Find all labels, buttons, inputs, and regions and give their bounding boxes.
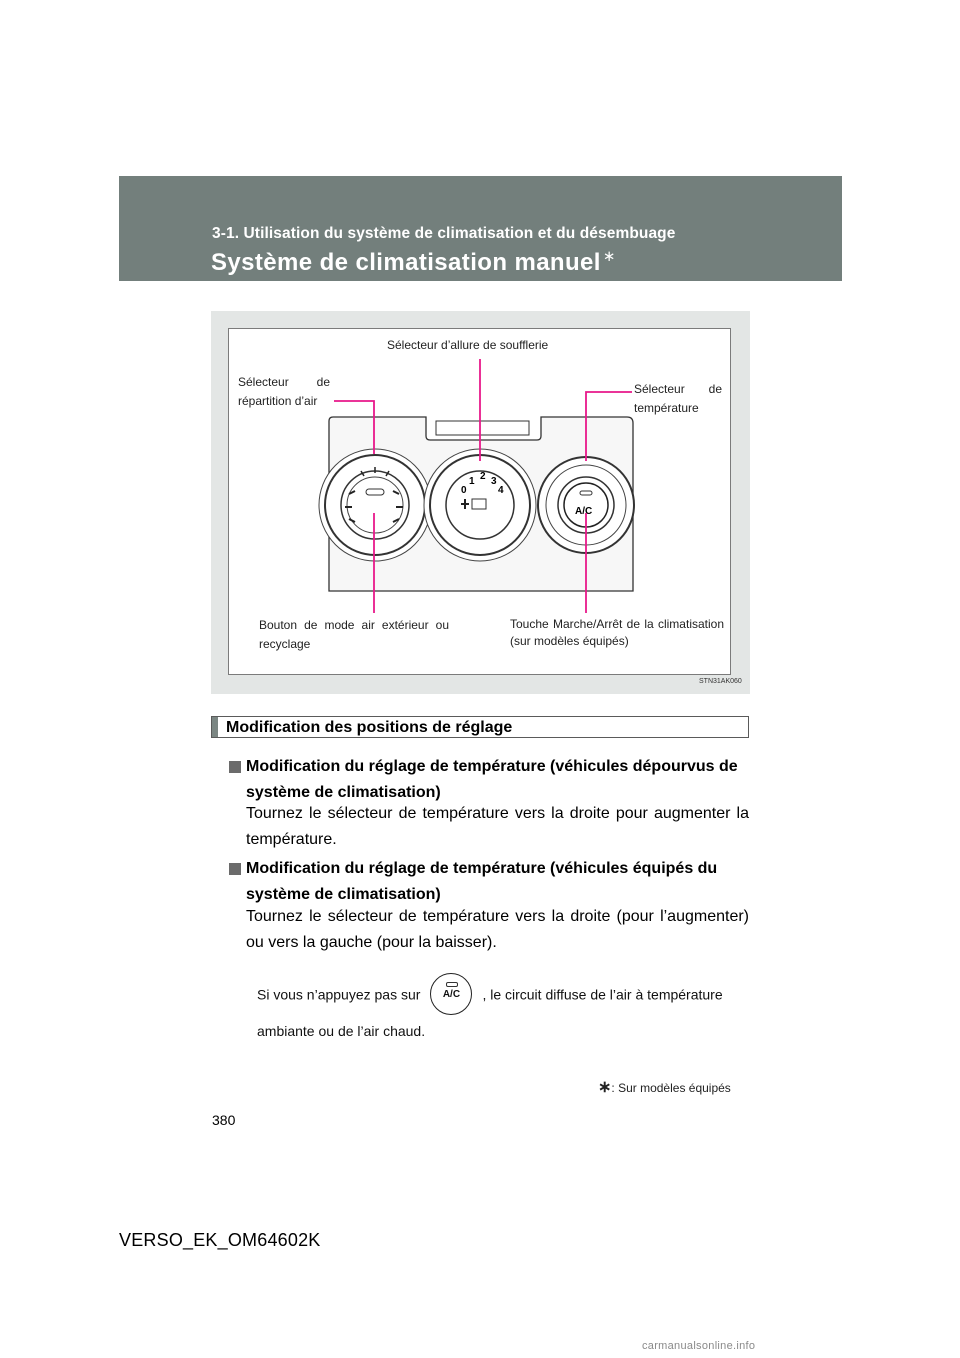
- note-after: , le circuit diffuse de l’air à température ambiante ou de l’air chaud.: [257, 986, 723, 1039]
- callout-recirculation: Bouton de mode air extérieur ou recyclage: [259, 618, 449, 651]
- callout-air-distribution: Sélecteur de répartition d’air: [238, 375, 330, 408]
- document-code: VERSO_EK_OM64602K: [119, 1230, 321, 1250]
- ac-lamp-icon: [446, 982, 458, 987]
- bullet-text-1: Modification du réglage de température (véhicules dépourvus de système de climatisation): [246, 758, 738, 801]
- footnote-asterisk: ∗: [598, 1079, 612, 1096]
- note-before: Si vous n’appuyez pas sur: [257, 986, 421, 1003]
- section-heading: Modification des positions de réglage: [226, 719, 513, 736]
- bullet-text-2: Modification du réglage de température (véhicules équipés du système de climatisation): [246, 860, 718, 903]
- bullet-square-icon: [229, 761, 241, 773]
- page-title: [211, 249, 616, 277]
- page-title-text: Système de climatisation manuel: [211, 249, 601, 276]
- bullet-heading-1: [229, 754, 749, 806]
- fan-speed-dial: [424, 449, 536, 561]
- footnote-text: : Sur modèles équipés: [611, 1081, 731, 1096]
- fan-speed-4: 4: [498, 485, 504, 496]
- heading-accent: [212, 717, 218, 737]
- callout-fan-selector: Sélecteur d’allure de soufflerie: [387, 338, 549, 352]
- ac-button-icon: [430, 973, 472, 1015]
- bullet-square-icon: [229, 863, 241, 875]
- figure-frame: [211, 311, 750, 694]
- fan-speed-3: 3: [491, 476, 497, 487]
- paragraph-2: Tournez le sélecteur de température vers la droite (pour l’augmenter) ou vers la gauche (pour la baisser).: [246, 908, 749, 951]
- air-distribution-dial: [319, 449, 431, 561]
- panel-display-slot: [436, 421, 529, 435]
- ac-button-label: A/C: [442, 989, 461, 1000]
- section-heading-bar: [211, 716, 749, 738]
- section-breadcrumb: 3-1. Utilisation du système de climatisation et du désembuage: [212, 225, 676, 242]
- page-number: 380: [212, 1112, 236, 1128]
- fan-speed-2: 2: [480, 471, 486, 482]
- ac-dial-label: A/C: [575, 506, 593, 517]
- title-asterisk: ∗: [602, 248, 616, 265]
- fan-speed-1: 1: [469, 476, 475, 487]
- callout-temperature: Sélecteur de température: [634, 382, 722, 415]
- control-panel-figure: [228, 328, 742, 685]
- fan-speed-0: 0: [461, 485, 467, 496]
- paragraph-1: Tournez le sélecteur de température vers la droite pour augmenter la température.: [246, 805, 749, 848]
- bullet-heading-2: [229, 856, 749, 908]
- watermark: carmanualsonline.info: [642, 1340, 756, 1352]
- figure-code: STN31AK060: [699, 678, 742, 685]
- callout-ac-button: Touche Marche/Arrêt de la climatisation (sur modèles équipés): [510, 617, 724, 648]
- note-text: [257, 975, 749, 1045]
- footnote: [598, 1079, 731, 1099]
